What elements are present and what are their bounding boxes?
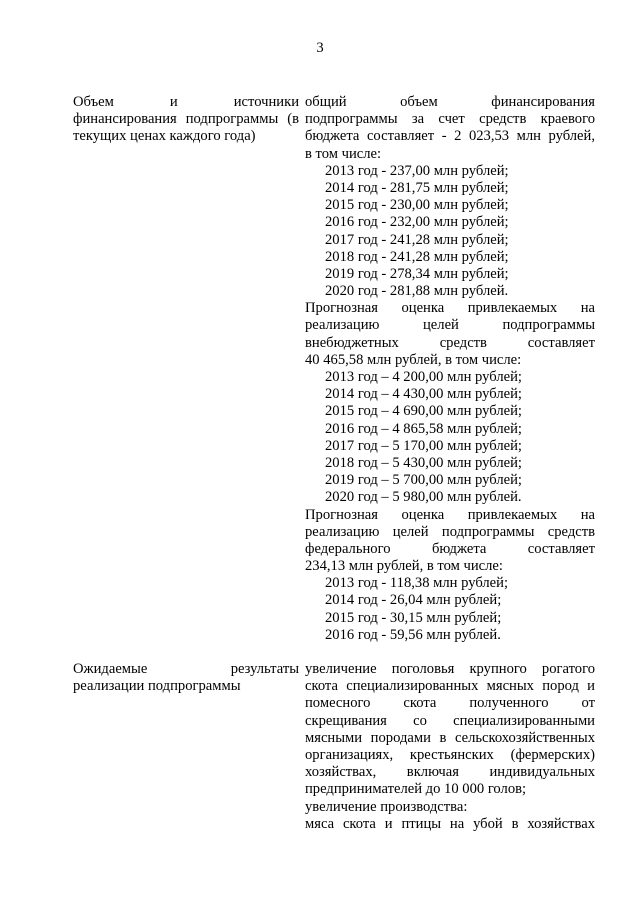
financing-text-line: внебюджетных средств составляет	[305, 334, 595, 351]
budget-year-line: 2020 год - 281,88 млн рублей.	[325, 283, 509, 300]
expected-results-text-line: увеличение поголовья крупного рогатого	[305, 661, 595, 677]
financing-text-line: подпрограммы за счет средств краевого	[305, 111, 595, 128]
financing-text-line: общий объем финансирования	[305, 94, 595, 110]
expected-results-text	[305, 661, 595, 833]
budget-year-line: 2015 год - 230,00 млн рублей;	[325, 197, 509, 214]
expected-results-text-line: хозяйствах, включая индивидуальных	[305, 764, 595, 781]
expected-results-text-line: скота специализированных мясных пород и	[305, 678, 595, 695]
expected-results-text-line: предпринимателей до 10 000 голов;	[305, 781, 527, 798]
financing-text	[305, 94, 595, 644]
extrabudget-year-line: 2018 год – 5 430,00 млн рублей;	[325, 454, 522, 471]
federal-year-line: 2013 год - 118,38 млн рублей;	[325, 575, 509, 592]
financing-text-line: 40 465,58 млн рублей, в том числе:	[305, 351, 522, 368]
expected-results-text-line: мяса скота и птицы на убой в хозяйствах	[305, 815, 595, 832]
expected-results-text-line: мясными породами в сельскохозяйственных	[305, 729, 595, 746]
federal-year-line: 2014 год - 26,04 млн рублей;	[325, 592, 502, 609]
financing-text-line: федерального бюджета составляет	[305, 540, 595, 557]
financing-text-line: реализацию целей подпрограммы средств	[305, 523, 595, 540]
expected-results-label-line: реализации подпрограммы	[73, 678, 241, 695]
budget-year-line: 2016 год - 232,00 млн рублей;	[325, 214, 509, 231]
budget-year-line: 2014 год - 281,75 млн рублей;	[325, 179, 509, 196]
extrabudget-year-line: 2013 год – 4 200,00 млн рублей;	[325, 369, 522, 385]
expected-results-text-line: организациях, крестьянских (фермерских)	[305, 746, 595, 763]
expected-results-text-line: скрещивания со специализированными	[305, 712, 595, 729]
federal-year-line: 2015 год - 30,15 млн рублей;	[325, 609, 502, 626]
extrabudget-year-line: 2020 год – 5 980,00 млн рублей.	[325, 489, 522, 506]
federal-year-line: 2016 год - 59,56 млн рублей.	[325, 626, 501, 643]
extrabudget-year-line: 2017 год – 5 170,00 млн рублей;	[325, 437, 522, 454]
extrabudget-year-line: 2014 год – 4 430,00 млн рублей;	[325, 386, 522, 403]
financing-text-line: Прогнозная оценка привлекаемых на	[305, 506, 595, 523]
financing-label-line: Объем и источники	[73, 94, 299, 110]
budget-year-line: 2017 год - 241,28 млн рублей;	[325, 231, 509, 248]
extrabudget-year-line: 2015 год – 4 690,00 млн рублей;	[325, 403, 522, 420]
budget-year-line: 2018 год - 241,28 млн рублей;	[325, 248, 509, 265]
financing-text-line: реализацию целей подпрограммы	[305, 317, 595, 334]
expected-results-label	[73, 661, 299, 695]
extrabudget-year-line: 2019 год – 5 700,00 млн рублей;	[325, 472, 522, 489]
expected-results-text-line: увеличение производства:	[305, 798, 468, 815]
budget-year-line: 2013 год - 237,00 млн рублей;	[325, 162, 509, 179]
financing-label	[73, 94, 299, 146]
financing-text-line: Прогнозная оценка привлекаемых на	[305, 300, 595, 317]
financing-label-line: текущих ценах каждого года)	[73, 128, 256, 145]
financing-text-line: бюджета составляет - 2 023,53 млн рублей,	[305, 128, 595, 145]
expected-results-text-line: помесного скота полученного от	[305, 695, 595, 712]
financing-label-line: финансирования подпрограммы (в	[73, 111, 299, 128]
financing-text-line: в том числе:	[305, 145, 382, 162]
budget-year-line: 2019 год - 278,34 млн рублей;	[325, 265, 509, 282]
financing-text-line: 234,13 млн рублей, в том числе:	[305, 558, 503, 575]
extrabudget-year-line: 2016 год – 4 865,58 млн рублей;	[325, 420, 522, 437]
expected-results-label-line: Ожидаемые результаты	[73, 661, 299, 677]
page-number: 3	[316, 40, 324, 56]
